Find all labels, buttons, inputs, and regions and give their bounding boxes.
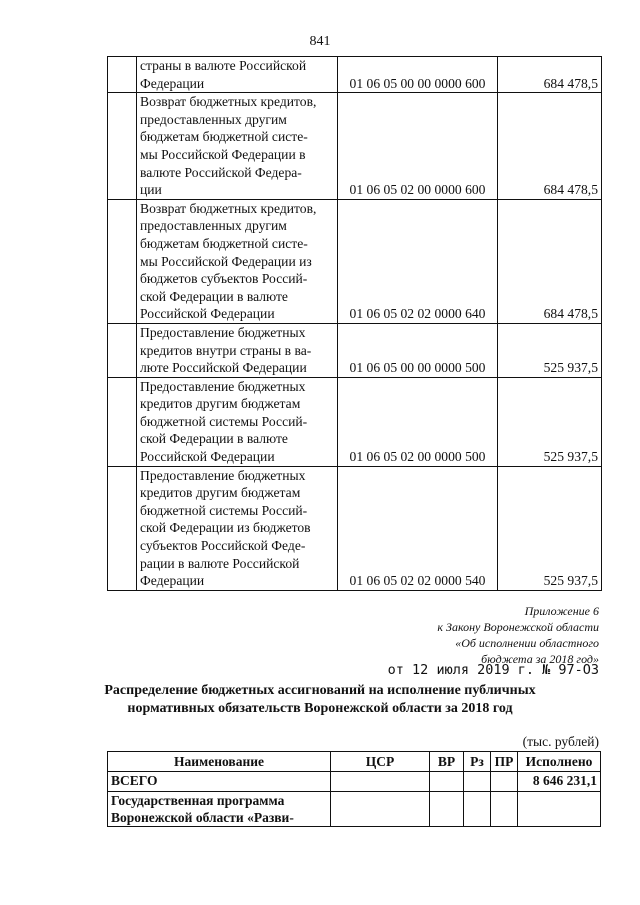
row-amount: 525 937,5: [498, 323, 602, 377]
row-executed: 8 646 231,1: [518, 772, 601, 792]
empty-cell: [108, 377, 137, 466]
row-pr: [491, 792, 518, 827]
row-name: Предоставление бюджетных кредитов другим бюджетам бюджетной системы Россий- ской Федерации из бюджетов субъектов Российской Феде- рации в валюте Российской Федерации: [137, 466, 338, 590]
header-csr: ЦСР: [331, 752, 430, 772]
row-vr: [430, 772, 464, 792]
header-vr: ВР: [430, 752, 464, 772]
row-csr: [331, 792, 430, 827]
appendix-number: Приложение 6: [524, 604, 599, 618]
header-pr: ПР: [491, 752, 518, 772]
header-name: Наименование: [108, 752, 331, 772]
title-line: нормативных обязательств Воронежской области за 2018 год: [127, 701, 513, 716]
units-label: (тыс. рублей): [522, 734, 599, 749]
row-name: Предоставление бюджетных кредитов другим бюджетам бюджетной системы Россий- ской Федерации в валюте Российской Федерации: [137, 377, 338, 466]
table-row: [108, 93, 602, 200]
appendix-law: к Закону Воронежской области: [437, 620, 599, 634]
empty-cell: [108, 93, 137, 200]
table-row: [108, 792, 601, 827]
row-code: 01 06 05 00 00 0000 600: [338, 57, 498, 93]
header-executed: Исполнено: [518, 752, 601, 772]
row-code: 01 06 05 02 02 0000 640: [338, 199, 498, 323]
row-amount: 525 937,5: [498, 466, 602, 590]
table-row: [108, 199, 602, 323]
appendix-header: [437, 603, 599, 667]
row-executed: [518, 792, 601, 827]
row-amount: 684 478,5: [498, 57, 602, 93]
row-name: Возврат бюджетных кредитов, предоставленных другим бюджетам бюджетной систе- мы Российской Федерации в валюте Российской Федера- ции: [137, 93, 338, 200]
empty-cell: [108, 57, 137, 93]
row-code: 01 06 05 02 00 0000 500: [338, 377, 498, 466]
row-code: 01 06 05 02 00 0000 600: [338, 93, 498, 200]
appendix-law-title: «Об исполнении областного: [455, 636, 599, 650]
empty-cell: [108, 199, 137, 323]
table-row: [108, 57, 602, 93]
row-name: Возврат бюджетных кредитов, предоставленных другим бюджетам бюджетной систе- мы Российской Федерации из бюджетов субъектов Россий- ской Федерации в валюте Российской Федерации: [137, 199, 338, 323]
allocations-table: [107, 751, 601, 827]
row-name: страны в валюте Российской Федерации: [137, 57, 338, 93]
row-rz: [464, 772, 491, 792]
table-row: [108, 772, 601, 792]
row-code: 01 06 05 00 00 0000 500: [338, 323, 498, 377]
row-csr: [331, 772, 430, 792]
header-rz: Рз: [464, 752, 491, 772]
row-name: Предоставление бюджетных кредитов внутри страны в ва- люте Российской Федерации: [137, 323, 338, 377]
document-title: [0, 682, 640, 718]
row-vr: [430, 792, 464, 827]
empty-cell: [108, 323, 137, 377]
law-date-stamp: от 12 июля 2019 г. № 97-ОЗ: [387, 662, 599, 678]
table-row: [108, 466, 602, 590]
table-row: [108, 377, 602, 466]
table-header-row: [108, 752, 601, 772]
row-name: ВСЕГО: [108, 772, 331, 792]
row-name: Государственная программа Воронежской области «Разви-: [108, 792, 331, 827]
title-line: Распределение бюджетных ассигнований на исполнение публичных: [104, 683, 536, 698]
row-amount: 525 937,5: [498, 377, 602, 466]
row-amount: 684 478,5: [498, 93, 602, 200]
row-pr: [491, 772, 518, 792]
appendix-law-title-end: бюджета за 2018 год»: [481, 652, 599, 666]
table-row: [108, 323, 602, 377]
empty-cell: [108, 466, 137, 590]
row-rz: [464, 792, 491, 827]
sources-table: [107, 56, 602, 591]
row-code: 01 06 05 02 02 0000 540: [338, 466, 498, 590]
row-amount: 684 478,5: [498, 199, 602, 323]
page-number: 841: [309, 34, 331, 49]
